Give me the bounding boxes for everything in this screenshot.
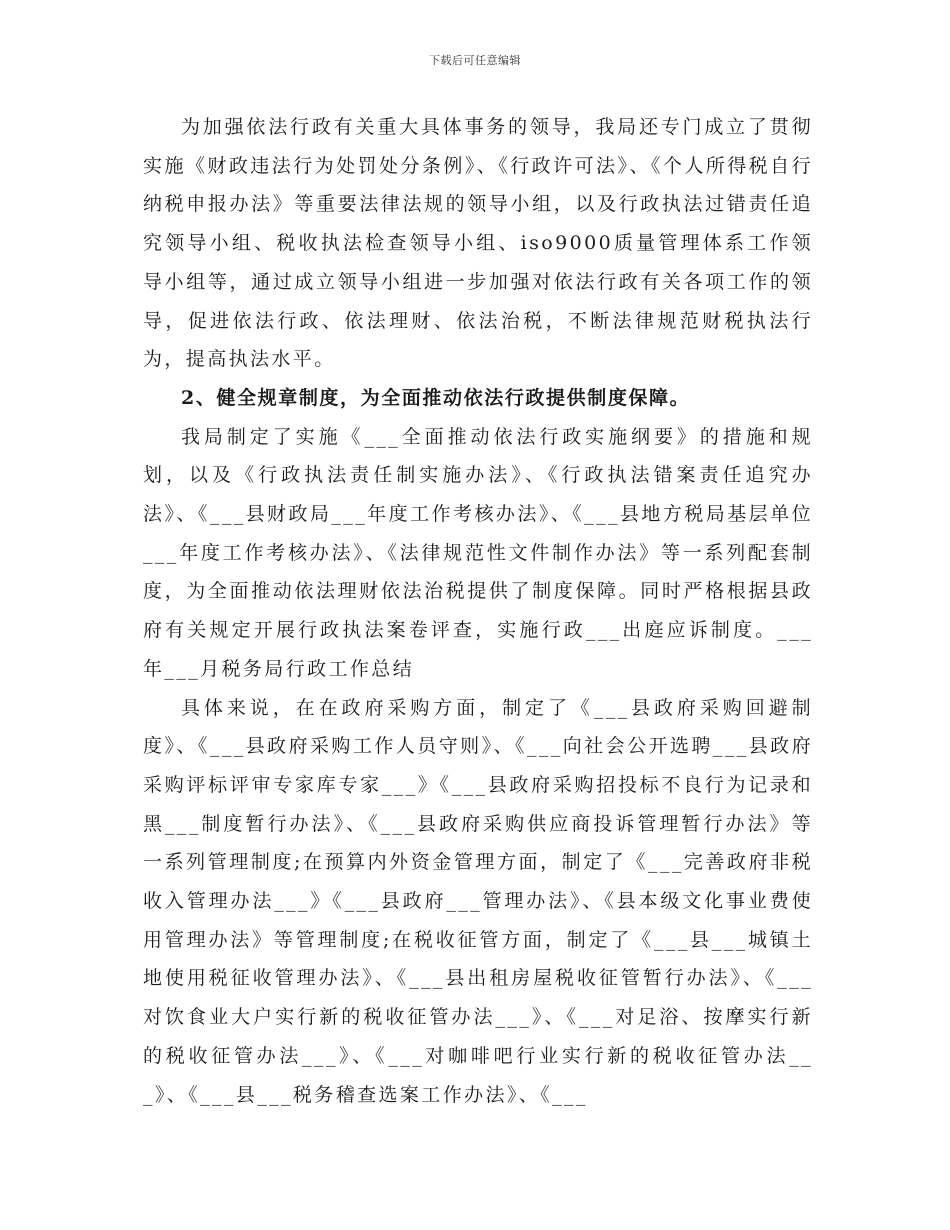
section-heading-regulations: 2、健全规章制度，为全面推动依法行政提供制度保障。 xyxy=(181,386,691,409)
document-body xyxy=(143,108,813,1114)
paragraph-specific-measures: 具体来说，在在政府采购方面，制定了《___县政府采购回避制度》、《___县政府采购工作人员守则》、《___向社会公开选聘___县政府采购评标评审专家库专家___》《___县政府采购招投标不良行为记录和黑___制度暂行办法》、《___县政府采购供应商投诉管理暂行办法》等一系列管理制度;在预算内外资金管理方面，制定了《___完善政府非税收入管理办法___》《___县政府___管理办法》、《县本级文化事业费使用管理办法》等管理制度;在税收征管方面，制定了《___县___城镇土地使用税征收管理办法》、《___县出租房屋税收征管暂行办法》、《___对饮食业大户实行新的税收征管办法___》、《___对足浴、按摩实行新的税收征管办法___》、《___对咖啡吧行业实行新的税收征管办法___》、《___县___税务稽查选案工作办法》、《___ xyxy=(143,696,813,1106)
header-note: 下载后可任意编辑 xyxy=(429,54,521,67)
paragraph-leadership-groups: 为加强依法行政有关重大具体事务的领导，我局还专门成立了贯彻实施《财政违法行为处罚处分条例》、《行政许可法》、《个人所得税自行纳税申报办法》等重要法律法规的领导小组，以及行政执法过错责任追究领导小组、税收执法检查领导小组、iso9000质量管理体系工作领导小组等，通过成立领导小组进一步加强对依法行政有关各项工作的领导，促进依法行政、依法理财、依法治税，不断法律规范财税执法行为，提高执法水平。 xyxy=(143,116,813,371)
paragraph-regulations: 我局制定了实施《___全面推动依法行政实施纲要》的措施和规划，以及《行政执法责任制实施办法》、《行政执法错案责任追究办法》、《___县财政局___年度工作考核办法》、《___县地方税局基层单位___年度工作考核办法》、《法律规范性文件制作办法》等一系列配套制度，为全面推动依法理财依法治税提供了制度保障。同时严格根据县政府有关规定开展行政执法案卷评查，实施行政___出庭应诉制度。___年___月税务局行政工作总结 xyxy=(143,425,813,680)
